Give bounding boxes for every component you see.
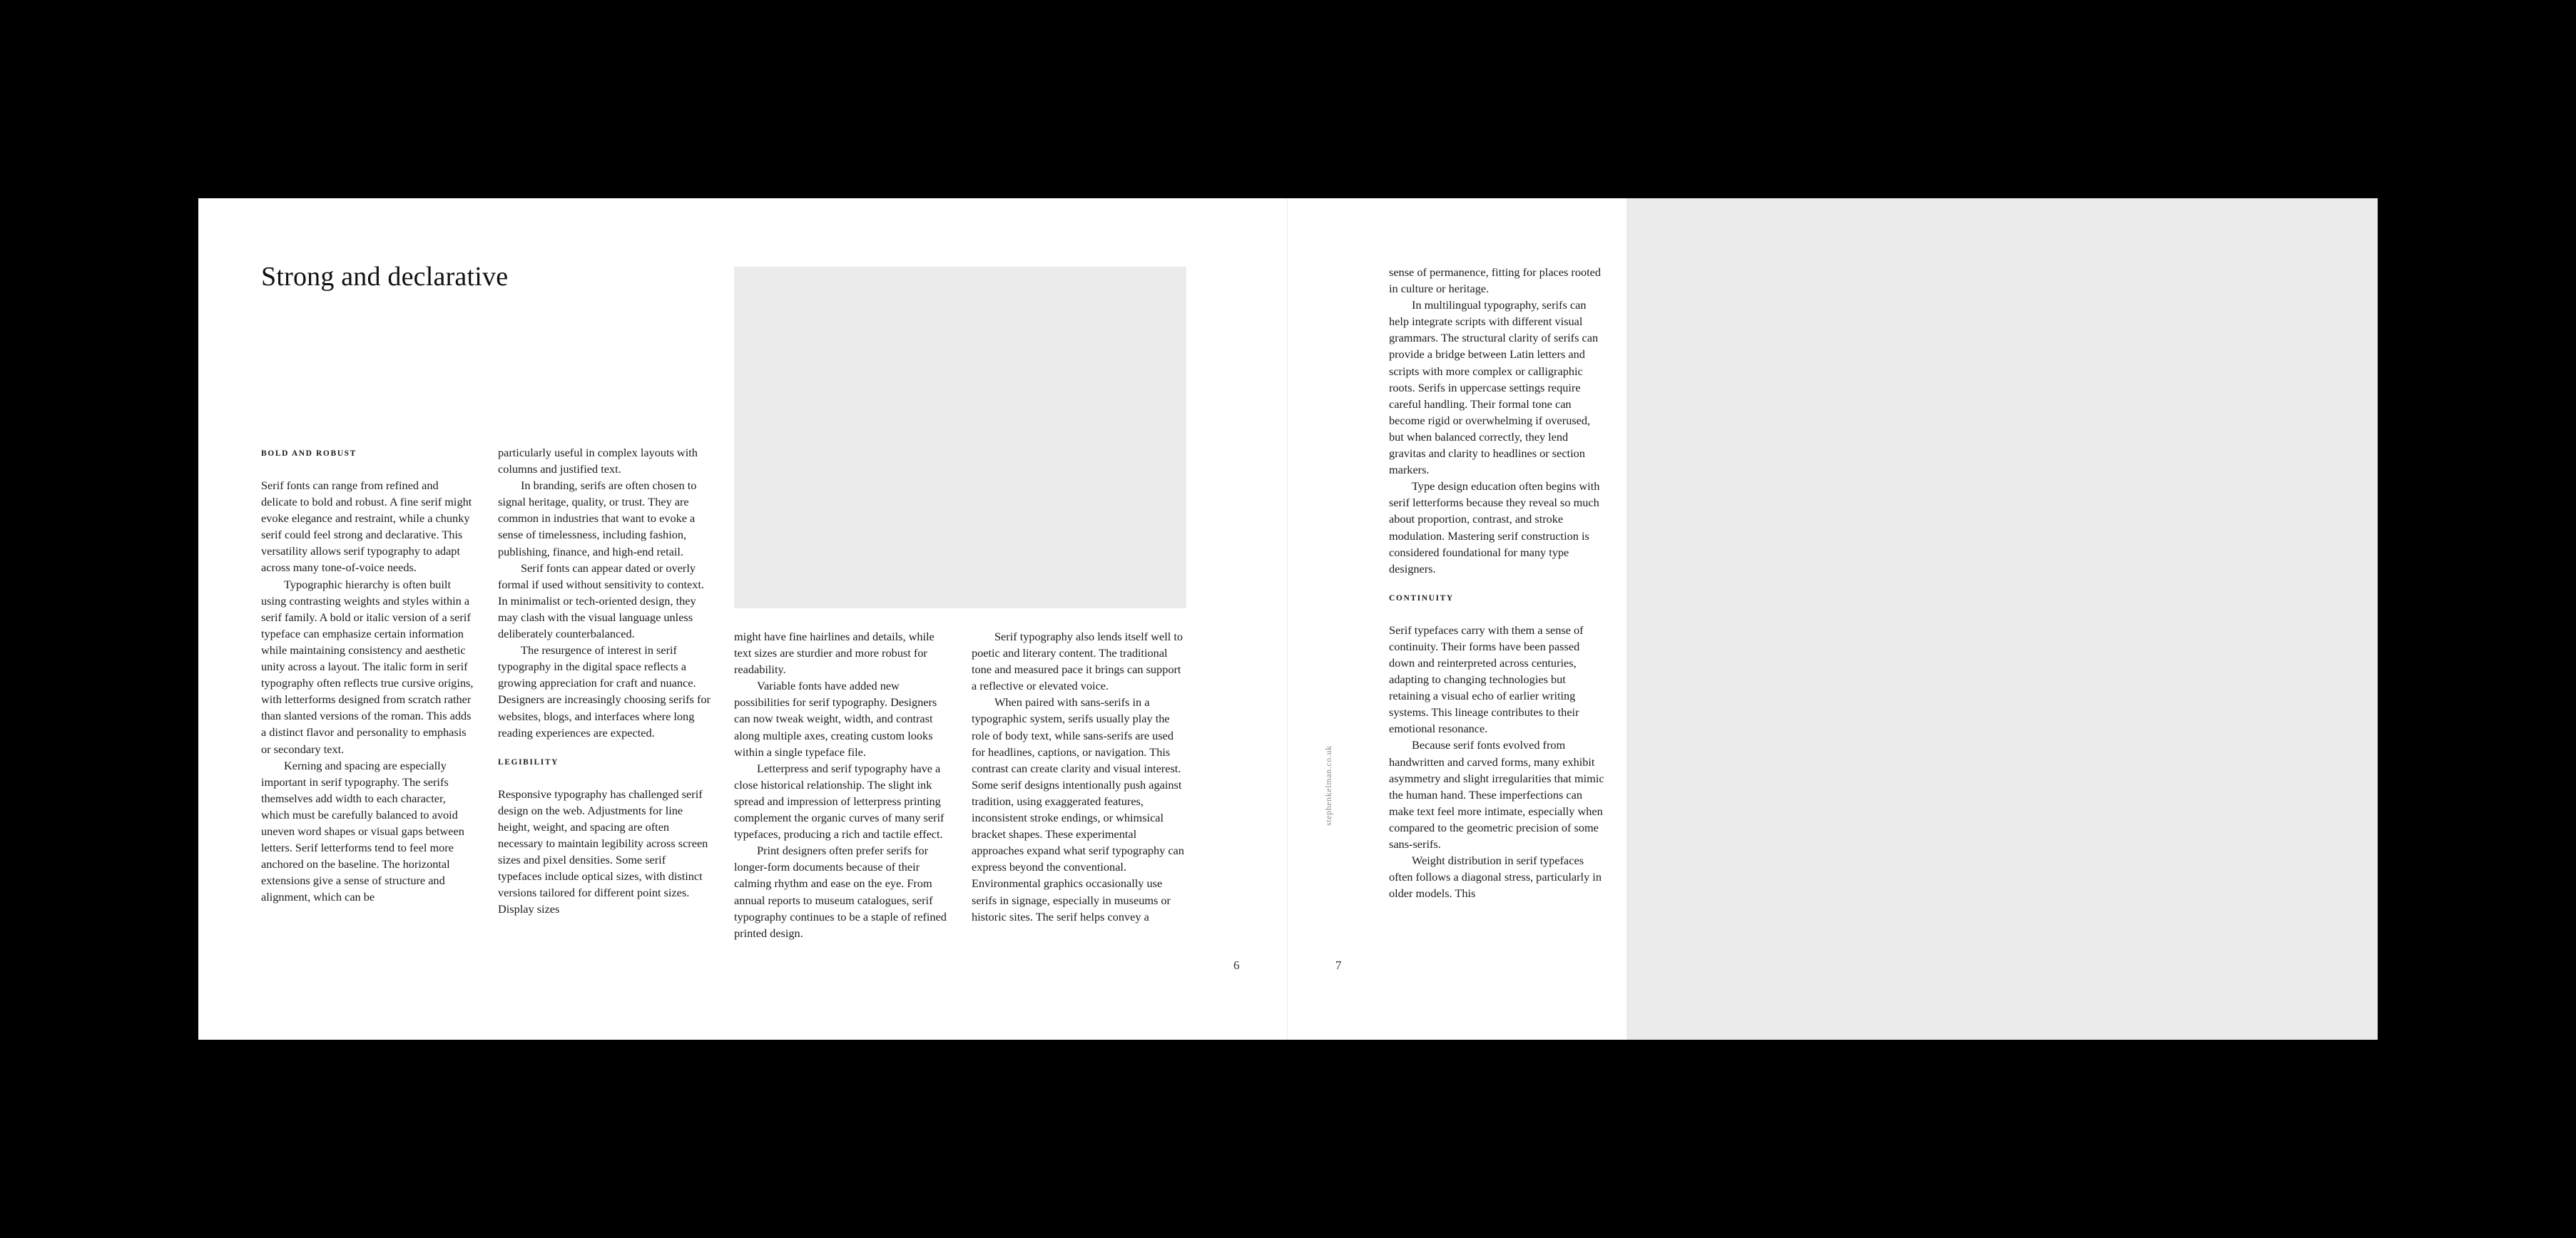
image-placeholder — [734, 267, 1186, 608]
text-column-4 — [972, 628, 1186, 983]
page-number: 6 — [1233, 958, 1240, 972]
book-spread — [198, 198, 2378, 1040]
section-heading: CONTINUITY — [1389, 593, 1454, 603]
page-number: 7 — [1335, 958, 1342, 972]
paragraph: Serif typefaces carry with them a sense of continuity. Their forms have been passed down and reinterpreted across centuries, adapting to changing technologies but retaining a visual echo of earlier writing systems. This lineage contributes to their emotional resonance. — [1389, 623, 1584, 736]
section-heading: BOLD AND ROBUST — [261, 449, 357, 458]
paragraph: Responsive typography has challenged serif design on the web. Adjustments for line height, weight, and spacing are often necessary to maintain legibility across screen sizes and pixel densities. Some serif typefaces include optical sizes, with distinct versions tailored for different point sizes. Display sizes — [498, 787, 708, 916]
paragraph: Letterpress and serif typography have a close historical relationship. The slight ink spread and impression of letterpress printing complement the organic curves of many serif typefaces, producing a rich and tactile effect. — [734, 761, 945, 841]
right-page — [1288, 198, 2378, 1040]
text-column-1 — [261, 448, 475, 983]
paragraph: Serif fonts can appear dated or overly formal if used without sensitivity to context. In minimalist or tech-oriented design, they may clash with the visual language unless deliberately counterbalanced. — [498, 561, 704, 641]
left-page — [198, 198, 1287, 1040]
paragraph: The resurgence of interest in serif typography in the digital space reflects a growing appreciation for craft and nuance. Designers are increasingly choosing serifs for websites, blogs, and interfaces where long reading experiences are expected. — [498, 643, 711, 740]
page-title: Strong and declarative — [261, 262, 509, 292]
paragraph: Print designers often prefer serifs for longer-form documents because of their calming rhythm and ease on the eye. From annual reports to museum catalogues, serif typography continues to be a staple of refined printed design. — [734, 844, 947, 940]
paragraph: might have fine hairlines and details, while text sizes are sturdier and more robust for readability. — [734, 630, 935, 677]
paragraph: In branding, serifs are often chosen to signal heritage, quality, or trust. They are common in industries that want to evoke a sense of timelessness, including fashion, publishing, finance, and high-end retail. — [498, 479, 697, 558]
paragraph: In multilingual typography, serifs can help integrate scripts with different visual grammars. The structural clarity of serifs can provide a bridge between Latin letters and scripts with more complex or calligraphic roots. Serifs in uppercase settings require careful handling. Their formal tone can become rigid or overwhelming if overused, but when balanced correctly, they lend gravitas and clarity to headlines or section markers. — [1389, 298, 1599, 477]
paragraph: Weight distribution in serif typefaces often follows a diagonal stress, particularly in older models. This — [1389, 854, 1602, 901]
paragraph: When paired with sans-serifs in a typographic system, serifs usually play the role of body text, while sans-serifs are used for headlines, captions, or navigation. This contrast can create clarity and visual interest. Some serif designs intentionally push against tradition, using exaggerated features, inconsistent stroke endings, or whimsical bracket shapes. These experimental approaches expand what serif typography can express beyond the conventional. Environmental graphics occasionally use serifs in signage, especially in museums or historic sites. The serif helps convey a — [972, 695, 1184, 924]
blank-page-area — [1626, 198, 2378, 1040]
paragraph: Typographic hierarchy is often built using contrasting weights and styles within a serif family. A bold or italic version of a serif typeface can emphasize certain information while maintaining consistency and aesthetic unity across a layout. The italic form in serif typography often reflects true cursive origins, with letterforms designed from scratch rather than slanted versions of the roman. This adds a distinct flavor and personality to emphasis or secondary text. — [261, 577, 474, 756]
paragraph: Because serif fonts evolved from handwritten and carved forms, many exhibit asymmetry and slight irregularities that mimic the human hand. These imperfections can make text feel more intimate, especially when compared to the geometric precision of some sans-serifs. — [1389, 738, 1604, 851]
section-heading: LEGIBILITY — [498, 757, 559, 767]
text-column-2 — [498, 444, 712, 983]
paragraph: Variable fonts have added new possibilities for serif typography. Designers can now tweak weight, width, and contrast along multiple axes, creating custom looks within a single typeface file. — [734, 679, 937, 759]
text-column-3 — [734, 628, 948, 983]
paragraph: particularly useful in complex layouts with columns and justified text. — [498, 446, 698, 476]
paragraph: Type design education often begins with serif letterforms because they reveal so much about proportion, contrast, and stroke modulation. Mastering serif construction is considered foundational for many type designers. — [1389, 479, 1600, 575]
paragraph: sense of permanence, fitting for places rooted in culture or heritage. — [1389, 265, 1602, 296]
paragraph: Kerning and spacing are especially important in serif typography. The serifs themselves add width to each character, which must be carefully balanced to avoid uneven word shapes or visual gaps between letters. Serif letterforms tend to feel more anchored on the baseline. The horizontal extensions give a sense of structure and alignment, which can be — [261, 758, 464, 904]
text-column-5 — [1389, 264, 1607, 983]
paragraph: Serif typography also lends itself well to poetic and literary content. The traditional tone and measured pace it brings can support a reflective or elevated voice. — [972, 630, 1183, 693]
website-url: stephenkelman.co.uk — [1323, 745, 1333, 826]
paragraph: Serif fonts can range from refined and delicate to bold and robust. A fine serif might evoke elegance and restraint, while a chunky serif could feel strong and declarative. This versatility allows serif typography to adapt across many tone-of-voice needs. — [261, 479, 472, 575]
